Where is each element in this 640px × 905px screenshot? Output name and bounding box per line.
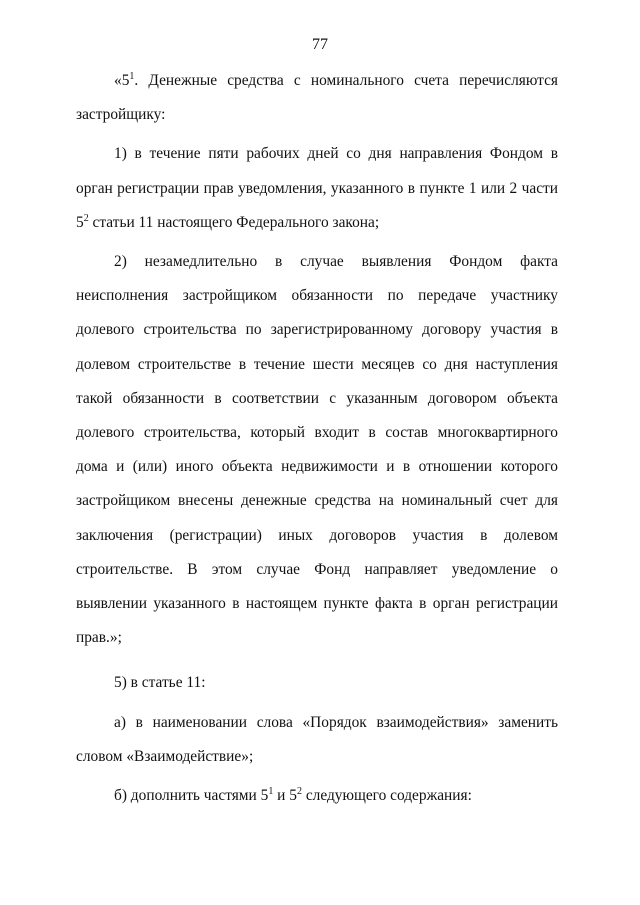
paragraph-item-1	[76, 137, 558, 240]
paragraph-text: статьи 11 настоящего Федерального закона;	[88, 213, 380, 231]
paragraph-item-2: 2) незамедлительно в случае выявления Фондом факта неисполнения застройщиком обязанности по передаче участнику долевого строительства по зарегистрированному договору участия в долевом строительстве в течение шести месяцев со дня наступления такой обязанности в соответствии с указанным договором объекта долевого строительства, который входит в состав многоквартирного дома и (или) иного объекта недвижимости и в отношении которого застройщиком внесены денежные средства на номинальный счет для заключения (регистрации) иных договоров участия в долевом строительстве. В этом случае Фонд направляет уведомление о выявлении указанного в настоящем пункте факта в орган регистрации прав.»;	[76, 253, 558, 647]
page-number: 77	[312, 36, 328, 53]
superscript: 2	[296, 786, 302, 798]
superscript: 2	[83, 212, 89, 224]
paragraph-text: и 5	[273, 787, 297, 805]
paragraph-text: следующего содержания:	[301, 787, 472, 805]
paragraph-5-1	[76, 64, 558, 132]
paragraph-text: «5	[114, 72, 130, 89]
superscript: 1	[129, 71, 135, 82]
document-body	[76, 64, 558, 813]
paragraph-text: б) дополнить частями 5	[114, 787, 269, 805]
paragraph-article-11: 5) в статье 11:	[114, 674, 206, 692]
paragraph-subitem-b	[76, 779, 558, 813]
paragraph-subitem-a: а) в наименовании слова «Порядок взаимодействия» заменить словом «Взаимодействие»;	[76, 713, 558, 765]
paragraph-text: 1) в течение пяти рабочих дней со дня направления Фондом в орган регистрации прав уведомления, указанного в пункте 1 или 2 части 5	[76, 145, 558, 231]
paragraph-text: . Денежные средства с номинального счета перечисляются застройщику:	[76, 72, 558, 124]
superscript: 1	[268, 786, 274, 798]
